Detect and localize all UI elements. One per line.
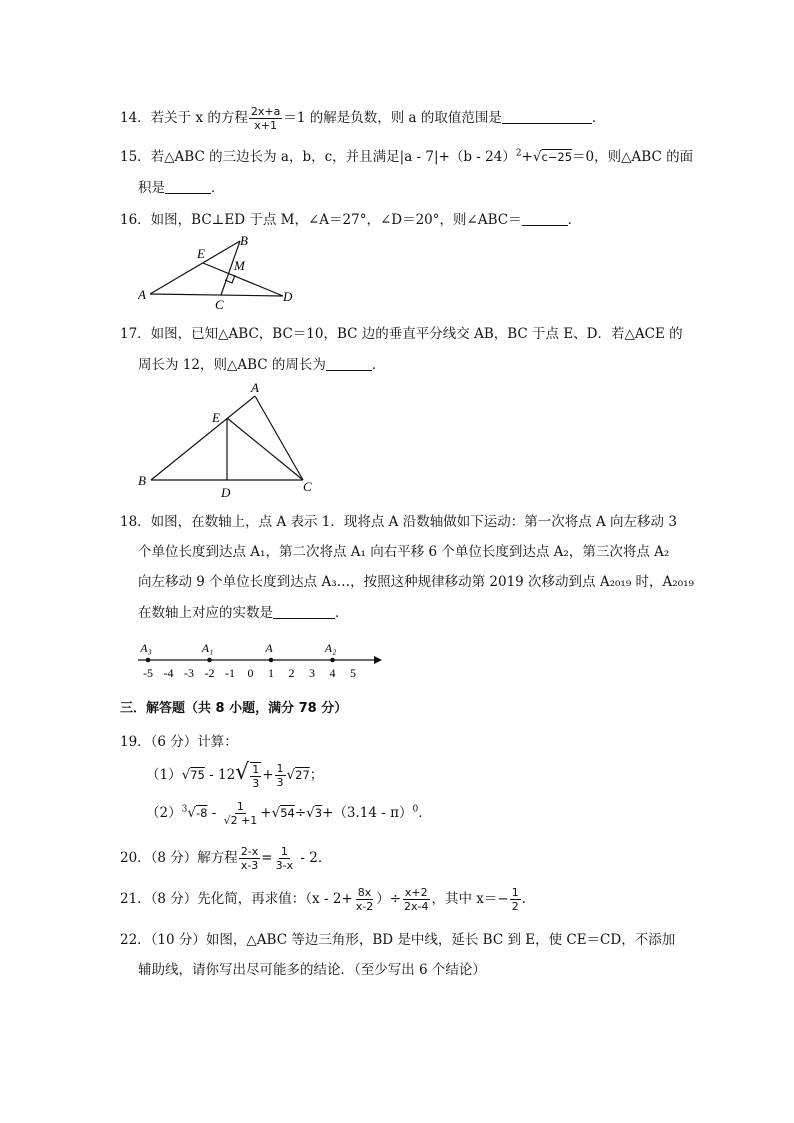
q18-tick-label: 0: [247, 666, 254, 680]
q18-line1: 18．如图，在数轴上，点 A 表示 1．现将点 A 沿数轴做如下运动：第一次将点 A 向左移动 3: [120, 514, 677, 530]
q19-p2-cuberoot-index: 3: [181, 804, 188, 815]
q19-p1-frac1: [250, 762, 261, 790]
q16-end: ．: [567, 212, 582, 228]
q19-p1-frac1-den: 3: [252, 776, 260, 790]
q19-p2-tail: +（3.14 - π）: [322, 805, 413, 821]
q18-tick-label: -3: [184, 666, 194, 680]
q19-p2-radicand-54: 54: [280, 806, 295, 820]
q20-frac2: [274, 845, 295, 872]
q17-answer-blank[interactable]: [326, 356, 372, 371]
q14-frac-den: x+1: [254, 119, 277, 132]
q14-answer-blank[interactable]: [502, 109, 592, 124]
q19-p1-plus: +: [262, 767, 274, 783]
q18-point-label: A₂: [324, 641, 337, 655]
q19-sqrt-icon-3: √: [286, 767, 296, 783]
q19-p2-label: （2）: [146, 805, 182, 821]
q16-segment-AB: [150, 241, 240, 294]
q17-end: ．: [371, 357, 386, 373]
section-3-heading: 三．解答题（共 8 小题，满分 78 分）: [120, 701, 348, 716]
q18-tick-label: 5: [350, 666, 356, 680]
q20-frac2-den: 3-x: [275, 859, 294, 872]
q21-frac2-num: x+2: [404, 886, 428, 899]
q17-label-E: E: [212, 410, 220, 425]
q20-frac1-den: x-3: [240, 859, 259, 872]
q19-head: 19．（6 分）计算：: [120, 734, 238, 750]
q17-segment-EC: [227, 418, 303, 480]
q21-tail: ，其中 x＝−: [431, 891, 509, 907]
q17-label-A: A: [251, 380, 259, 395]
q18-tick-label: 2: [288, 666, 295, 680]
q19-part2: [146, 800, 432, 827]
q18-point-dot: [269, 658, 274, 663]
q19-sqrt-icon-5: √: [306, 805, 315, 821]
q15-text-b: ＝0，则△ABC 的面: [572, 149, 694, 165]
q16-answer-blank[interactable]: [522, 211, 568, 226]
q21-frac2: [402, 886, 430, 913]
q18-tick-label: -5: [143, 666, 153, 680]
q15-text-a: 15．若△ABC 的三边长为 a，b，c，并且满足|a - 7|+（b - 24）: [120, 149, 516, 165]
question-15-line2: [138, 176, 225, 196]
q17-line2: 周长为 12，则△ABC 的周长为: [138, 357, 326, 373]
q20-tail: - 2．: [296, 850, 332, 866]
q19-p1-label: （1）: [146, 767, 182, 783]
question-18-line3: [138, 570, 694, 590]
q19-p2-frac-den: √2 +1: [223, 814, 258, 827]
q15-plus: +: [521, 149, 533, 165]
question-17-line2: [138, 353, 385, 373]
q22-line2: 辅助线，请你写出尽可能多的结论．（至少写出 6 个结论）: [138, 962, 486, 978]
question-22-line1: [120, 928, 675, 948]
q22-line1: 22．（10 分）如图，△ABC 等边三角形，BD 是中线，延长 BC 到 E，使 CE＝CD，不添加: [120, 932, 676, 948]
q18-point-dot: [207, 658, 212, 663]
q18-point-label: A₃: [140, 641, 152, 655]
q21-frac3-num: 1: [511, 886, 519, 899]
q14-fraction: [249, 105, 282, 132]
q16-segment-AD: [150, 294, 283, 296]
q19-sqrt-icon: √: [181, 767, 191, 783]
q18-tick-label: -1: [225, 666, 235, 680]
q19-p1-radicand-1: 75: [190, 768, 205, 782]
q17-label-B: B: [138, 473, 146, 488]
question-15: [120, 145, 693, 165]
q19-p2-div: ÷: [294, 805, 307, 821]
q16-label-M: M: [234, 258, 245, 273]
q18-number-line: [136, 634, 388, 682]
q20-head: 20．（8 分）解方程: [120, 850, 238, 866]
q19-p2-frac: [222, 800, 260, 827]
q18-tick-label: -2: [204, 666, 215, 680]
q17-label-D: D: [221, 485, 231, 500]
q14-end: ．: [591, 110, 606, 126]
q18-axis-arrow-icon: [374, 656, 382, 664]
q20-equals: =: [261, 850, 273, 866]
q19-p1-end: ；: [309, 767, 324, 783]
q14-frac-num: 2x+a: [250, 105, 281, 118]
q21-frac1-den: x-2: [355, 900, 374, 913]
q19-p1-frac1-num: 1: [252, 762, 260, 776]
q21-frac3: [510, 886, 521, 913]
question-22-line2: [138, 958, 486, 978]
q16-label-D: D: [283, 289, 293, 304]
q17-label-C: C: [303, 479, 312, 494]
question-18-line4: [138, 601, 349, 621]
q18-point-dot: [146, 658, 151, 663]
q14-prefix: 14．若关于 x 的方程: [120, 110, 248, 126]
q17-segment-AC: [255, 396, 303, 480]
q18-answer-blank[interactable]: [273, 604, 335, 619]
q18-tick-label: 3: [309, 666, 315, 680]
question-14: [120, 105, 605, 132]
q16-text: 16．如图，BC⊥ED 于点 M，∠A＝27°，∠D＝20°，则∠ABC＝: [120, 212, 522, 228]
q18-point-label: A: [265, 641, 273, 655]
q19-p2-cuberoot-radicand: -8: [195, 806, 208, 820]
q17-line1: 17．如图，已知△ABC，BC＝10，BC 边的垂直平分线交 AB，BC 于点 E、D．若△ACE 的: [120, 326, 683, 342]
q15-end: ．: [211, 180, 225, 196]
q21-mid: ）÷: [376, 891, 402, 907]
q16-label-C: C: [215, 297, 224, 310]
q19-p1-frac2: [275, 762, 286, 789]
q21-frac1-num: 8x: [357, 886, 372, 899]
q21-frac3-den: 2: [511, 900, 519, 913]
question-16: [120, 208, 581, 228]
q14-suffix: ＝1 的解是负数，则 a 的取值范围是: [283, 110, 502, 126]
q15-line2: 积是: [138, 180, 165, 196]
question-18-line2: [138, 540, 669, 560]
q18-point-label: A₁: [201, 641, 214, 655]
q19-sqrt-icon-4: √: [271, 805, 281, 821]
q19-part1: [146, 760, 323, 790]
question-17: [120, 322, 683, 342]
q16-label-E: E: [197, 246, 205, 261]
q18-end: ．: [335, 605, 349, 621]
q17-figure: [138, 377, 318, 502]
q18-point-dot: [330, 658, 335, 663]
q19-p2-plus: +: [260, 805, 272, 821]
q21-frac2-den: 2x-4: [404, 900, 429, 913]
q15-superscript: 2: [515, 148, 522, 159]
q19-p2-frac-num: 1: [236, 800, 244, 813]
q18-tick-label: -4: [163, 666, 174, 680]
q19-sqrt-icon-2: √: [235, 760, 250, 785]
q19-p2-minus: -: [207, 805, 221, 821]
q21-frac1: [354, 886, 375, 913]
question-20: [120, 845, 331, 872]
q15-sqrt-radicand: c−25: [541, 150, 573, 164]
question-21: [120, 886, 535, 913]
q15-answer-blank[interactable]: [165, 179, 211, 194]
q20-frac1-num: 2-x: [240, 845, 259, 858]
question-19: [120, 730, 238, 750]
q18-line3: 向左移动 9 个单位长度到达点 A₃…，按照这种规律移动第 2019 次移动到点 A₂₀₁₉ 时，A₂₀₁₉: [138, 574, 694, 590]
q19-p1-frac2-den: 3: [276, 776, 284, 789]
q19-p1-radicand-2: 27: [295, 768, 310, 782]
q16-figure: [138, 230, 303, 310]
q16-label-A: A: [138, 287, 146, 302]
q21-head: 21．（8 分）先化简，再求值：（x - 2+: [120, 891, 353, 907]
q18-tick-label: 1: [268, 666, 274, 680]
question-18-line1: [120, 510, 677, 530]
q19-cuberoot-icon: √: [187, 805, 196, 821]
q16-label-B: B: [240, 233, 248, 248]
q18-line2: 个单位长度到达点 A₁，第二次将点 A₁ 向右平移 6 个单位长度到达点 A₂，第三次将点 A₂: [138, 544, 670, 560]
q20-frac2-num: 1: [280, 845, 288, 858]
q19-p2-end: ．: [418, 805, 432, 821]
q15-sqrt-symbol: √: [532, 149, 542, 165]
q19-p2-superscript: 0: [412, 804, 419, 815]
q20-frac1: [239, 845, 260, 872]
q17-segment-BA: [151, 396, 255, 480]
q19-p1-mid: - 12: [204, 767, 236, 783]
q21-end: ．: [521, 891, 536, 907]
q18-tick-label: 4: [329, 666, 336, 680]
q19-p2-radicand-3: 3: [314, 806, 323, 820]
q18-line4: 在数轴上对应的实数是: [138, 605, 273, 621]
q19-p1-frac2-num: 1: [276, 762, 284, 775]
